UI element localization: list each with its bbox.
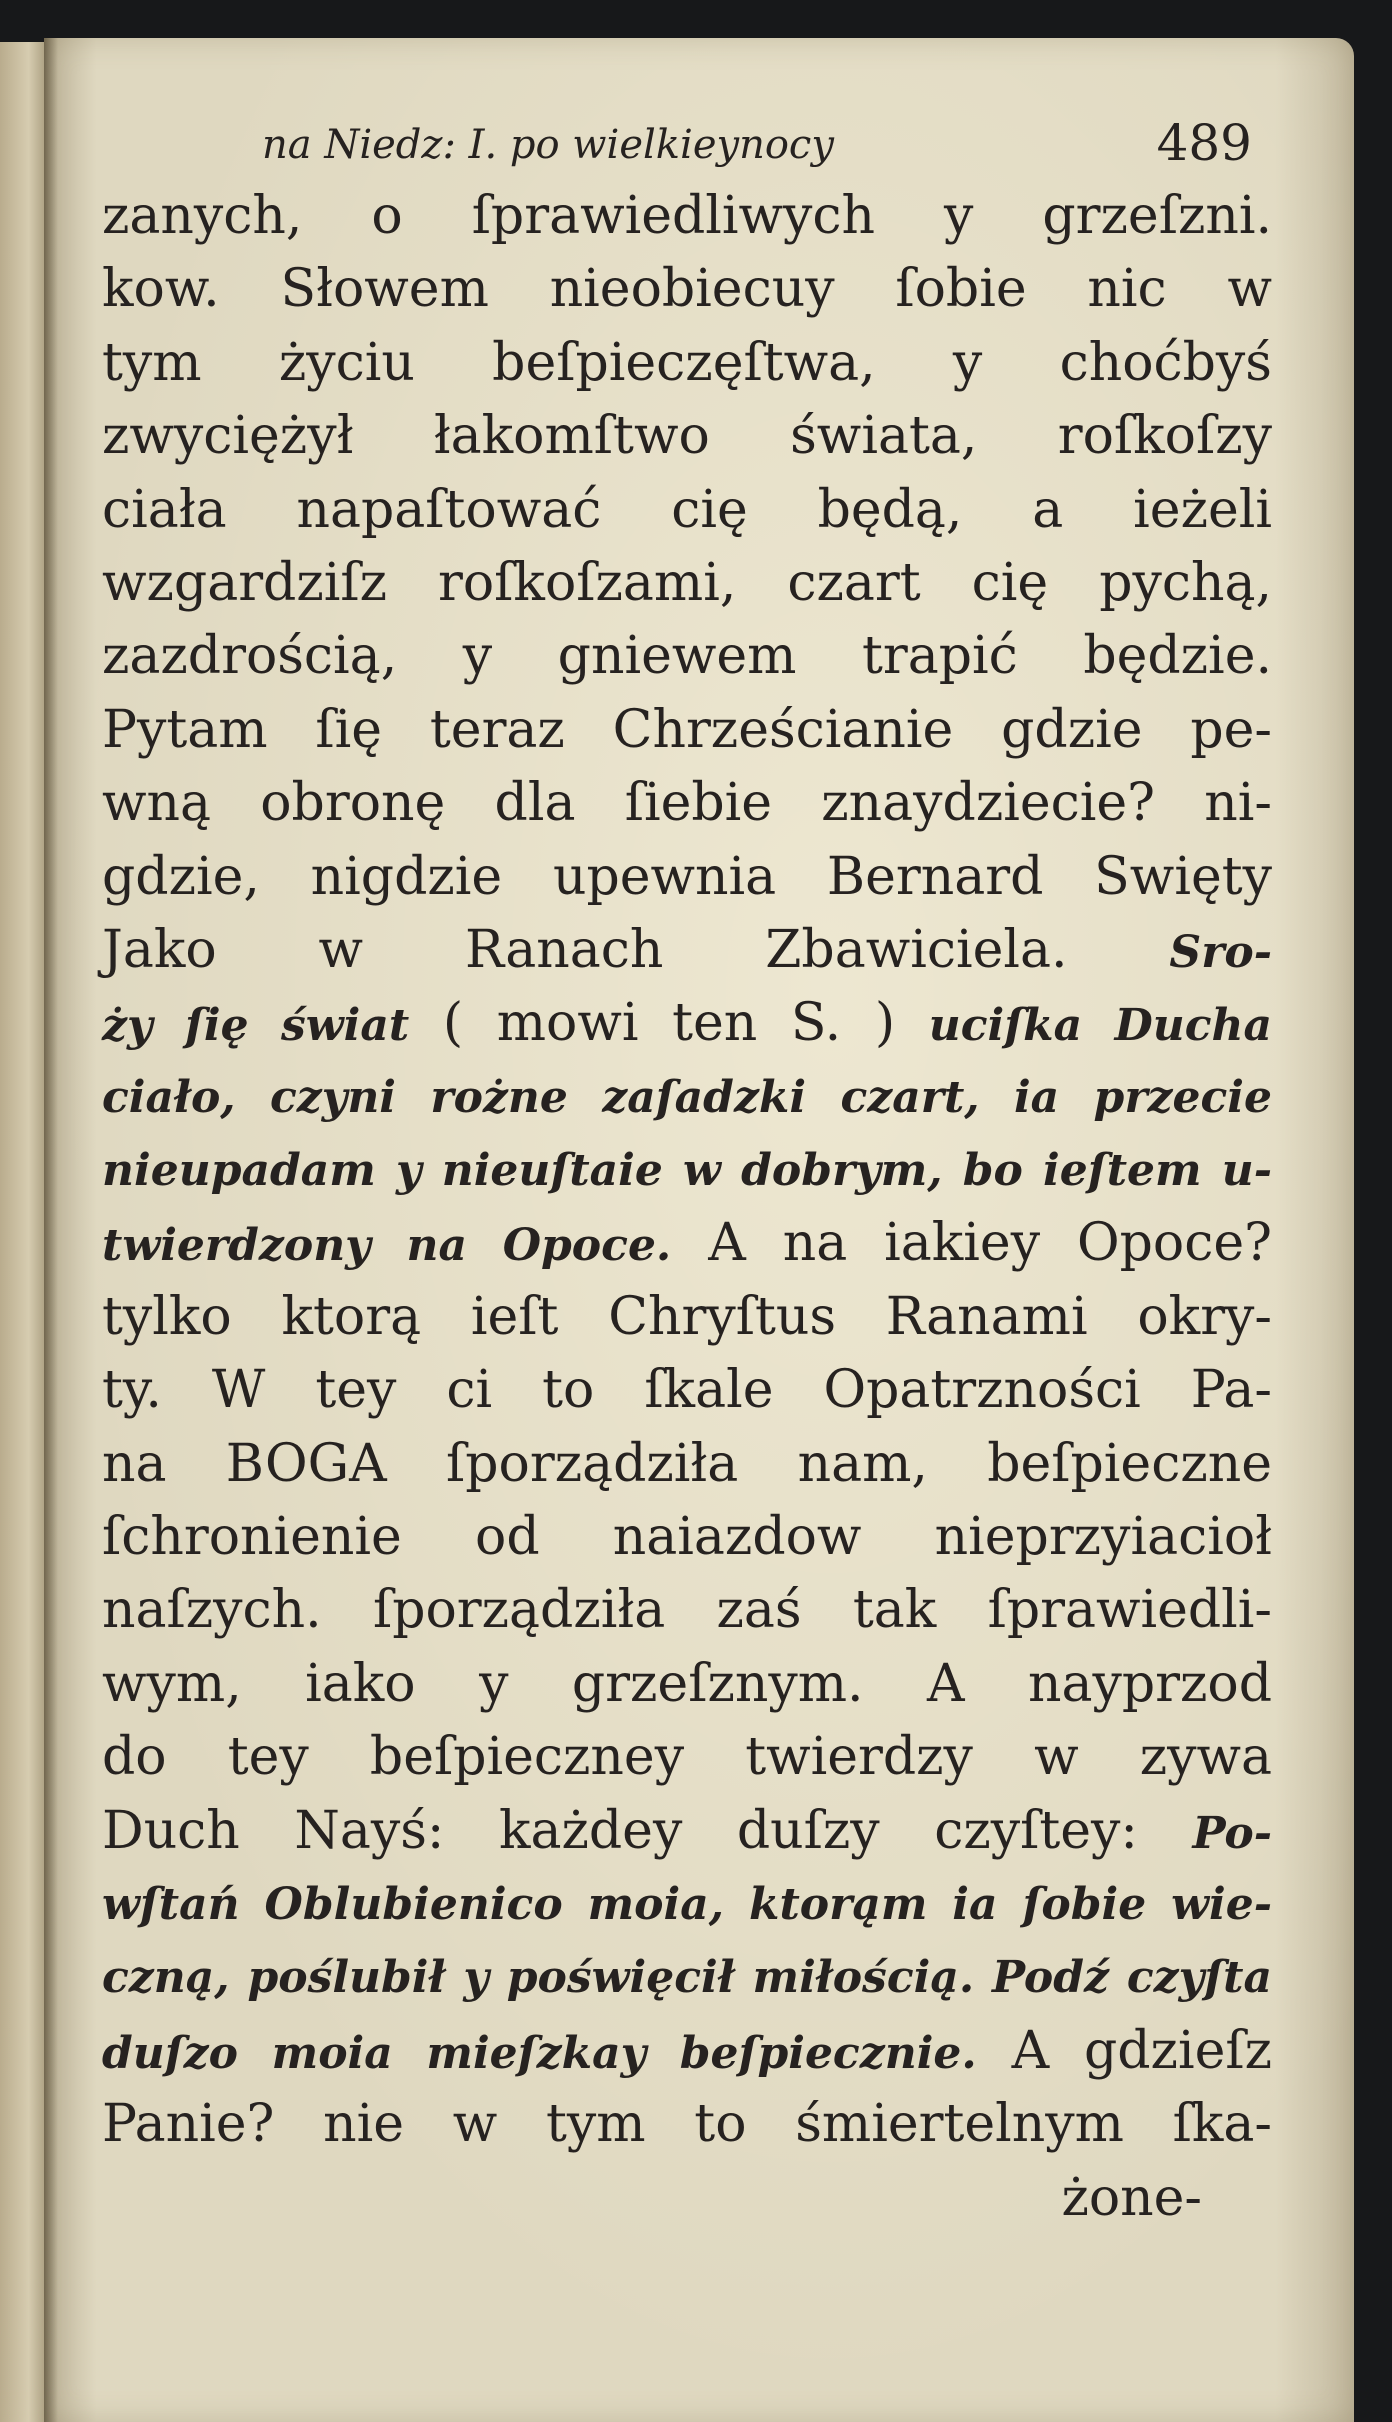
roman-text: zanych, o ſprawiedliwych y grzeſzni. <box>102 186 1272 246</box>
roman-text: żone- <box>1061 2167 1202 2228</box>
text-line <box>102 1721 1272 1794</box>
roman-text: zazdrością, y gniewem trapić będzie. <box>102 626 1272 687</box>
text-line <box>102 1134 1272 1207</box>
text-line <box>102 2088 1272 2161</box>
roman-text: wym, iako y grzeſznym. A nayprzod <box>102 1653 1272 1714</box>
text-line <box>102 1795 1272 1868</box>
text-line <box>102 1428 1272 1501</box>
page-number: 489 <box>1156 114 1252 172</box>
text-line <box>102 180 1272 253</box>
roman-text: tylko ktorą ieſt Chryſtus Ranami okry- <box>102 1286 1272 1347</box>
text-line <box>102 474 1272 547</box>
text-line <box>102 547 1272 620</box>
roman-text: Duch Nayś: każdey duſzy czyſtey: <box>102 1800 1138 1861</box>
text-line <box>102 767 1272 840</box>
italic-text: ciało, czyni rożne zaſadzki czart, ia przecie <box>102 1071 1272 1123</box>
text-line <box>102 987 1272 1060</box>
text-line <box>102 694 1272 767</box>
text-line <box>102 914 1272 987</box>
text-line <box>102 1207 1272 1280</box>
italic-text: uciſka Ducha <box>928 1000 1273 1052</box>
roman-text: do tey beſpieczney twierdzy w zywa <box>102 1727 1272 1788</box>
italic-text: nieupadam y nieuſtaie w dobrym, bo ieſtem u- <box>102 1145 1272 1197</box>
roman-text: kow. Słowem nieobiecuy ſobie nic w <box>102 259 1272 320</box>
roman-text: wną obronę dla ſiebie znaydziecie? ni- <box>102 773 1272 834</box>
gutter-shadow <box>44 38 58 2422</box>
text-line <box>102 253 1272 326</box>
text-line <box>102 1868 1272 1941</box>
text-line <box>102 400 1272 473</box>
text-line <box>102 1648 1272 1721</box>
italic-text: duſzo moia mieſzkay beſpiecznie. <box>102 2027 977 2079</box>
page-header <box>102 100 1272 180</box>
roman-text: ſchronienie od naiazdow nieprzyiacioł <box>102 1507 1272 1568</box>
roman-text: A gdzieſz <box>1011 2020 1272 2081</box>
roman-text: wzgardziſz roſkoſzami, czart cię pychą, <box>102 552 1272 613</box>
text-line <box>102 841 1272 914</box>
roman-text: gdzie, nigdzie upewnia Bernard Swięty <box>102 846 1272 907</box>
roman-text: ciała napaſtować cię będą, a ieżeli <box>102 479 1272 540</box>
text-line <box>102 1354 1272 1427</box>
page-text <box>102 100 1272 2235</box>
roman-text: na BOGA ſporządziła nam, beſpieczne <box>102 1433 1272 1494</box>
roman-text: ( mowi ten S. ) <box>442 993 896 1054</box>
text-line <box>102 2015 1272 2088</box>
text-line <box>102 327 1272 400</box>
italic-text: Sro- <box>1169 926 1272 978</box>
italic-text: Po- <box>1192 1807 1273 1859</box>
text-line <box>102 620 1272 693</box>
catchword <box>102 2162 1272 2235</box>
text-line <box>102 1574 1272 1647</box>
roman-text: Pytam ſię teraz Chrześcianie gdzie pe- <box>102 699 1272 760</box>
italic-text: czną, poślubił y poświęcił miłością. Podź czyſta <box>102 1952 1272 2004</box>
italic-text: ży ſię świat <box>102 1000 410 1052</box>
running-head: na Niedz: I. po wielkieynocy <box>262 122 834 168</box>
text-line <box>102 1501 1272 1574</box>
roman-text: Jako w Ranach Zbawiciela. <box>102 919 1068 980</box>
italic-text: wſtań Oblubienico moia, ktorąm ia ſobie wie- <box>102 1878 1272 1930</box>
roman-text: tym życiu beſpieczęſtwa, y choćbyś <box>102 332 1272 393</box>
italic-text: twierdzony na Opoce. <box>102 1220 672 1272</box>
body-text <box>102 180 1272 2235</box>
roman-text: naſzych. ſporządziła zaś tak ſprawiedli- <box>102 1580 1272 1641</box>
roman-text: A na iakiey Opoce? <box>708 1213 1273 1274</box>
roman-text: Panie? nie w tym to śmiertelnym ſka- <box>102 2094 1272 2155</box>
text-line <box>102 1941 1272 2014</box>
roman-text: ty. W tey ci to ſkale Opatrzności Pa- <box>102 1360 1272 1421</box>
text-line <box>102 1061 1272 1134</box>
roman-text: zwyciężył łakomſtwo świata, roſkoſzy <box>102 406 1272 467</box>
text-line <box>102 1281 1272 1354</box>
